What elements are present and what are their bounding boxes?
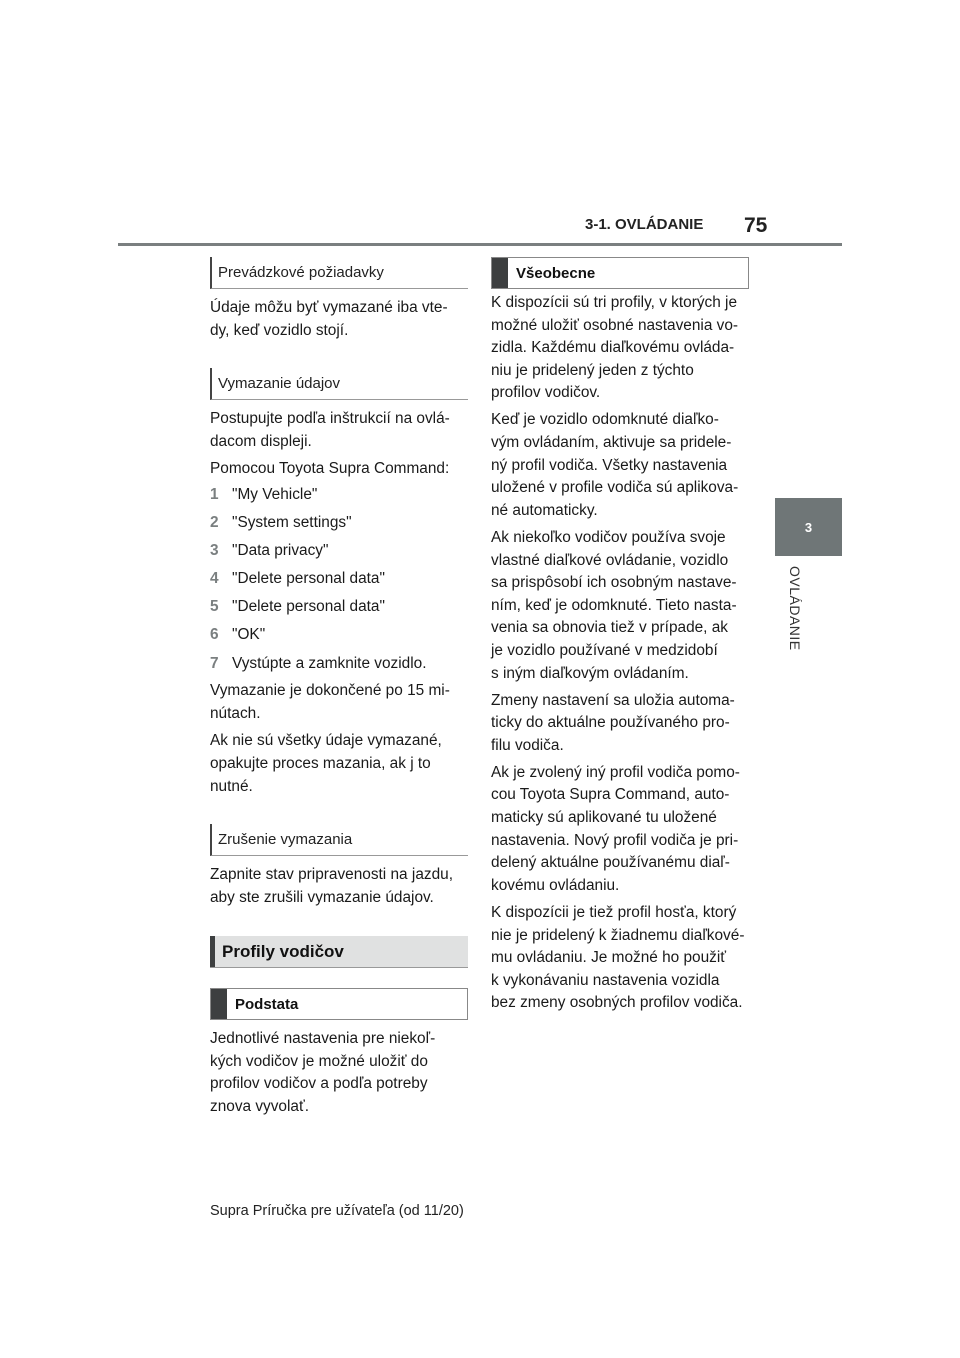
list-item: 6 "OK" bbox=[210, 626, 266, 644]
left-column bbox=[210, 257, 468, 1119]
paragraph-requirements: Údaje môžu byť vymazané iba vte- dy, keď vozidlo stojí. bbox=[210, 299, 448, 339]
subheading-delete: Vymazanie údajov bbox=[210, 368, 468, 400]
paragraph-general-1: K dispozícii sú tri profily, v ktorých je možné uložiť osobné nastavenia vo- zidla. Každému diaľkovému ovláda- niu je pridelený jeden z týchto profilov vodičov. bbox=[491, 294, 739, 402]
subheading-cancel: Zrušenie vymazania bbox=[210, 824, 468, 856]
section-heading-driver-profiles: Profily vodičov bbox=[210, 936, 468, 968]
chapter-label: OVLÁDANIE bbox=[787, 566, 803, 651]
chapter-side-label bbox=[775, 566, 813, 676]
list-item: 7 Vystúpte a zamknite vozidlo. bbox=[210, 654, 427, 672]
header-rule bbox=[118, 243, 842, 246]
chapter-number: 3 bbox=[804, 519, 813, 535]
paragraph-supra-command: Pomocou Toyota Supra Command: bbox=[210, 460, 450, 478]
steps-list bbox=[210, 484, 468, 675]
subheading-requirements: Prevádzkové požiadavky bbox=[210, 257, 468, 289]
paragraph-general-6: K dispozícii je tiež profil hosťa, ktorý nie je pridelený k žiadnemu diaľkové- mu ovládaniu. Je možné ho použiť k vykonávaniu nastavenia vozidla bez zmeny osobných profilov vodiča. bbox=[491, 903, 745, 1012]
paragraph-general-4: Zmeny nastavení sa uložia automa- ticky do aktuálne používaného pro- filu vodiča. bbox=[491, 691, 735, 754]
paragraph-delete-repeat: Ak nie sú všetky údaje vymazané, opakujte proces mazania, ak j to nutné. bbox=[210, 732, 442, 795]
paragraph-general-5: Ak je zvolený iný profil vodiča pomo- cou Toyota Supra Command, auto- maticky sú aplikované tu uložené nastavenia. Nový profil vodiča je pri- delený aktuálne používanému diaľ- kovému ovládaniu. bbox=[491, 763, 740, 894]
list-item: 5 "Delete personal data" bbox=[210, 598, 385, 616]
paragraph-delete-instructions: Postupujte podľa inštrukcií na ovlá- dacom displeji. bbox=[210, 410, 450, 450]
paragraph-cancel: Zapnite stav pripravenosti na jazdu, aby ste zrušili vymazanie údajov. bbox=[210, 866, 453, 906]
page-number: 75 bbox=[744, 214, 768, 237]
list-item: 1 "My Vehicle" bbox=[210, 485, 318, 503]
footer-text: Supra Príručka pre užívateľa (od 11/20) bbox=[210, 1203, 464, 1219]
paragraph-basics: Jednotlivé nastavenia pre niekoľ- kých vodičov je možné uložiť do profilov vodičov a podľa potreby znova vyvolať. bbox=[210, 1030, 436, 1116]
chapter-tab bbox=[775, 498, 842, 556]
list-item: 4 "Delete personal data" bbox=[210, 570, 385, 588]
subheading-general: Všeobecne bbox=[491, 257, 749, 289]
list-item: 3 "Data privacy" bbox=[210, 542, 329, 560]
list-item: 2 "System settings" bbox=[210, 514, 352, 532]
paragraph-delete-done: Vymazanie je dokončené po 15 mi- nútach. bbox=[210, 682, 450, 722]
running-header-section: 3-1. OVLÁDANIE bbox=[585, 216, 704, 233]
right-column bbox=[491, 257, 749, 1015]
subheading-basics: Podstata bbox=[210, 988, 468, 1020]
paragraph-general-3: Ak niekoľko vodičov používa svoje vlastné diaľkové ovládanie, vozidlo sa prispôsobí ich osobným nastave- ním, keď je odomknuté. Tieto nasta- venia sa obnovia tiež v prípade, ak je vozidlo používané v medzidobí s iným diaľkovým ovládaním. bbox=[491, 528, 737, 682]
paragraph-general-2: Keď je vozidlo odomknuté diaľko- vým ovládaním, aktivuje sa pridele- ný profil vodiča. Všetky nastavenia uložené v profile vodiča sú aplikova- né automaticky. bbox=[491, 411, 739, 519]
